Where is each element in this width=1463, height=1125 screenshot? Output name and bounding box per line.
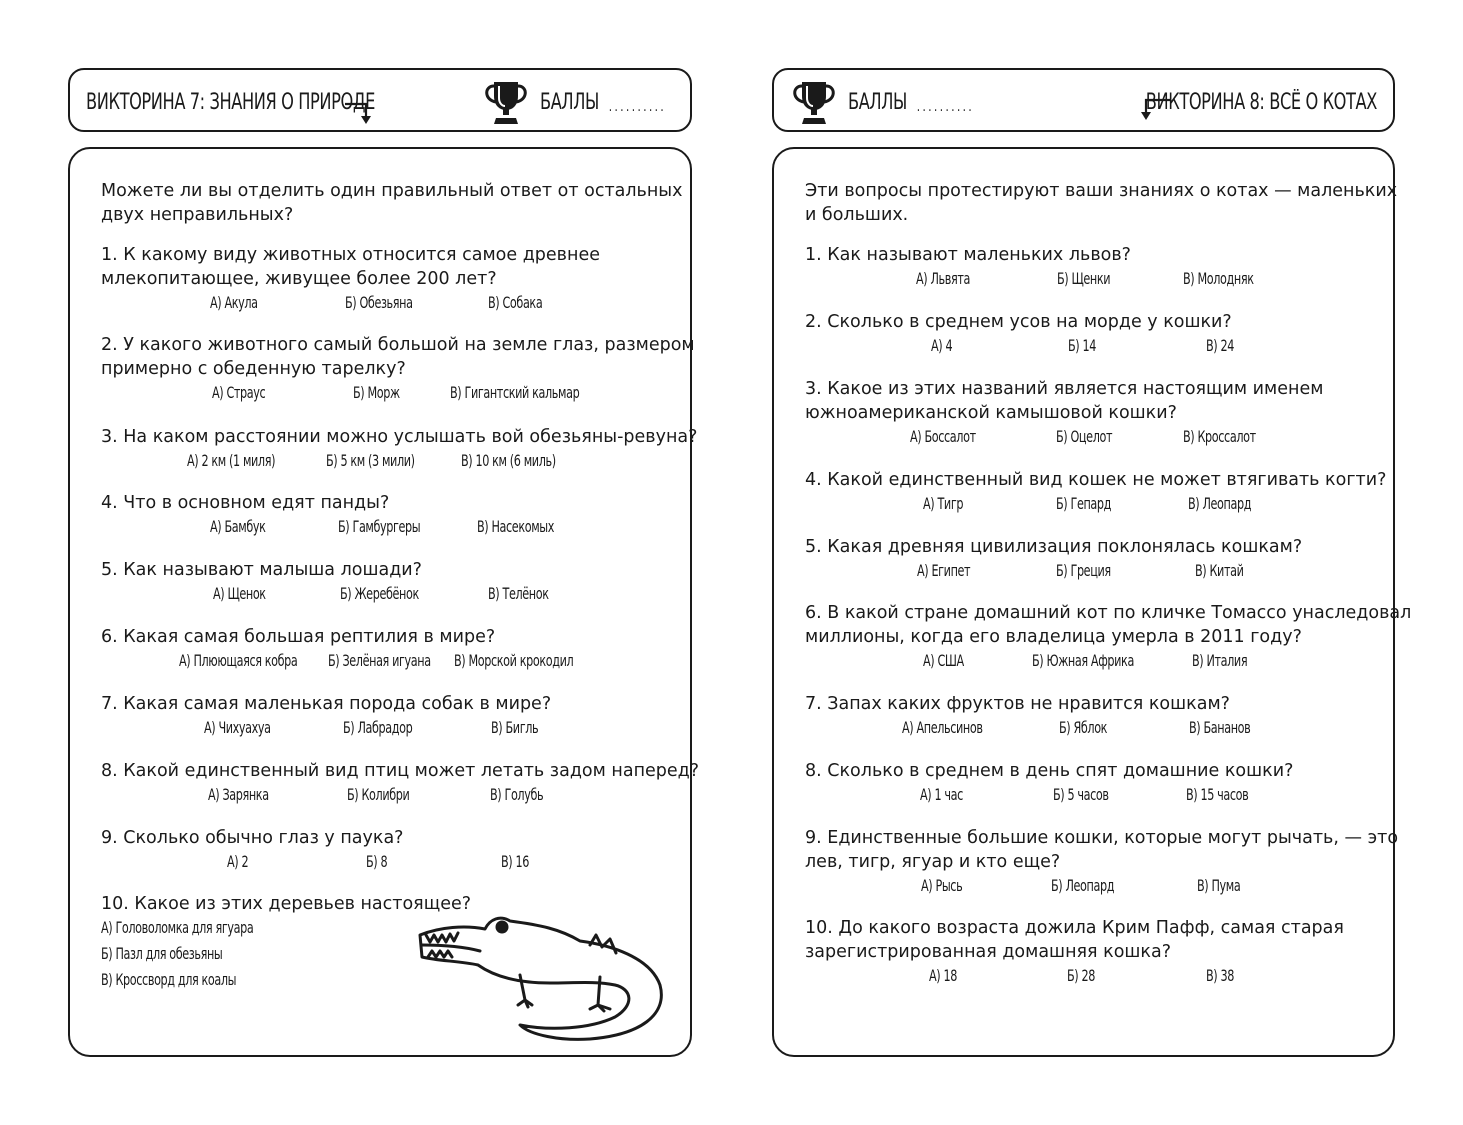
answer-option: В) Гигантский кальмар bbox=[450, 383, 580, 402]
answer-option: Б) Обезьяна bbox=[345, 293, 413, 312]
intro-text: Можете ли вы отделить один правильный ответ от остальных bbox=[101, 181, 683, 201]
answer-option: В) Насекомых bbox=[477, 517, 555, 536]
answer-option: А) Щенок bbox=[213, 584, 266, 603]
question-text: 7. Какая самая маленькая порода собак в мире? bbox=[101, 694, 552, 714]
answer-option: В) Италия bbox=[1192, 651, 1248, 670]
answer-option: А) 18 bbox=[929, 966, 957, 985]
question-text: примерно с обеденную тарелку? bbox=[101, 359, 406, 379]
answer-option: А) Плюющаяся кобра bbox=[179, 651, 298, 670]
answer-option: А) Львята bbox=[916, 269, 970, 288]
answer-option: В) Телёнок bbox=[488, 584, 549, 603]
answer-option: Б) Зелёная игуана bbox=[328, 651, 431, 670]
question-text: 5. Какая древняя цивилизация поклонялась кошкам? bbox=[805, 537, 1303, 557]
score-dots: .......... bbox=[916, 99, 975, 115]
answer-option: Б) Леопард bbox=[1051, 876, 1115, 895]
score-label: БАЛЛЫ bbox=[848, 90, 907, 115]
question-text: 2. У какого животного самый большой на земле глаз, размером bbox=[101, 335, 695, 355]
answer-option: Б) Оцелот bbox=[1056, 427, 1113, 446]
answer-option: А) Зарянка bbox=[208, 785, 269, 804]
answer-option: Б) Яблок bbox=[1059, 718, 1108, 737]
answer-option: А) Бамбук bbox=[210, 517, 266, 536]
answer-option: Б) 14 bbox=[1068, 336, 1096, 355]
answer-option: В) Бигль bbox=[491, 718, 539, 737]
answer-option: А) Египет bbox=[917, 561, 971, 580]
answer-option: А) Боссалот bbox=[910, 427, 976, 446]
answer-option: В) 10 км (6 миль) bbox=[461, 451, 556, 470]
quiz8-panel bbox=[772, 147, 1412, 1057]
answer-option: В) Леопард bbox=[1188, 494, 1252, 513]
quiz7-header bbox=[68, 68, 692, 132]
score-dots: .......... bbox=[608, 99, 667, 115]
answer-option: Б) Греция bbox=[1056, 561, 1111, 580]
answer-option: А) Апельсинов bbox=[902, 718, 983, 737]
question-text: южноамериканской камышовой кошки? bbox=[805, 403, 1177, 423]
question-text: 2. Сколько в среднем усов на морде у кошки? bbox=[805, 312, 1232, 332]
answer-option: В) 24 bbox=[1206, 336, 1234, 355]
question-text: 8. Какой единственный вид птиц может летать задом наперед? bbox=[101, 761, 700, 781]
answer-option: А) Рысь bbox=[921, 876, 963, 895]
answer-option: Б) Гамбургеры bbox=[338, 517, 421, 536]
answer-option: А) Акула bbox=[210, 293, 258, 312]
question-text: 8. Сколько в среднем в день спят домашние кошки? bbox=[805, 761, 1294, 781]
answer-option: Б) 5 часов bbox=[1053, 785, 1109, 804]
answer-option: А) США bbox=[923, 651, 964, 670]
intro-text: Эти вопросы протестируют ваши знаниях о котах — маленьких bbox=[805, 181, 1398, 201]
answer-option: Б) 8 bbox=[366, 852, 388, 871]
answer-option: А) 1 час bbox=[920, 785, 963, 804]
answer-option: Б) 5 км (3 мили) bbox=[326, 451, 415, 470]
question-text: 3. На каком расстоянии можно услышать вой обезьяны-ревуна? bbox=[101, 427, 698, 447]
answer-option: А) 4 bbox=[931, 336, 953, 355]
answer-option: В) Китай bbox=[1195, 561, 1244, 580]
answer-option: В) Собака bbox=[488, 293, 543, 312]
answer-option: В) Кроссворд для коалы bbox=[101, 970, 237, 989]
answer-option: А) Тигр bbox=[923, 494, 964, 513]
answer-option: А) Страус bbox=[212, 383, 266, 402]
intro-text: и больших. bbox=[805, 205, 909, 225]
crocodile-icon bbox=[410, 905, 670, 1045]
arrow-down-right-icon bbox=[344, 96, 374, 126]
answer-option: Б) Гепард bbox=[1056, 494, 1112, 513]
question-text: 6. В какой стране домашний кот по кличке Томассо унаследовал bbox=[805, 603, 1412, 623]
answer-option: В) Кроссалот bbox=[1183, 427, 1256, 446]
question-text: 1. К какому виду животных относится самое древнее bbox=[101, 245, 600, 265]
answer-option: Б) Морж bbox=[353, 383, 400, 402]
trophy-icon bbox=[788, 78, 840, 126]
quiz8-header bbox=[772, 68, 1395, 132]
answer-option: Б) Жеребёнок bbox=[340, 584, 419, 603]
question-text: 10. До какого возраста дожила Крим Пафф, самая старая bbox=[805, 918, 1344, 938]
quiz7-score bbox=[540, 90, 666, 115]
answer-option: А) Чихуахуа bbox=[204, 718, 271, 737]
answer-option: В) 38 bbox=[1206, 966, 1234, 985]
answer-option: В) Голубь bbox=[490, 785, 544, 804]
answer-option: Б) Пазл для обезьяны bbox=[101, 944, 223, 963]
answer-option: А) 2 bbox=[227, 852, 249, 871]
trophy-icon bbox=[480, 78, 532, 126]
answer-option: А) 2 км (1 миля) bbox=[187, 451, 276, 470]
answer-option: В) 15 часов bbox=[1186, 785, 1249, 804]
answer-option: Б) Лабрадор bbox=[343, 718, 413, 737]
answer-option: В) Бананов bbox=[1189, 718, 1251, 737]
quiz8-score bbox=[848, 90, 974, 115]
answer-option: Б) 28 bbox=[1067, 966, 1095, 985]
question-text: 7. Запах каких фруктов не нравится кошкам? bbox=[805, 694, 1230, 714]
answer-option: Б) Щенки bbox=[1057, 269, 1111, 288]
question-text: 9. Сколько обычно глаз у паука? bbox=[101, 828, 404, 848]
question-text: 9. Единственные большие кошки, которые могут рычать, — это bbox=[805, 828, 1399, 848]
question-text: 1. Как называют маленьких львов? bbox=[805, 245, 1131, 265]
question-text: 10. Какое из этих деревьев настоящее? bbox=[101, 894, 472, 914]
question-text: 3. Какое из этих названий является настоящим именем bbox=[805, 379, 1324, 399]
question-text: млекопитающее, живущее более 200 лет? bbox=[101, 269, 497, 289]
answer-option: В) Молодняк bbox=[1183, 269, 1254, 288]
question-text: 4. Что в основном едят панды? bbox=[101, 493, 390, 513]
intro-text: двух неправильных? bbox=[101, 205, 294, 225]
quiz7-title: ВИКТОРИНА 7: ЗНАНИЯ О ПРИРОДЕ bbox=[86, 90, 375, 115]
quiz8-title: ВИКТОРИНА 8: ВСЁ О КОТАХ bbox=[1145, 90, 1377, 115]
answer-option: В) Морской крокодил bbox=[454, 651, 574, 670]
question-text: лев, тигр, ягуар и кто еще? bbox=[805, 852, 1061, 872]
question-text: миллионы, когда его владелица умерла в 2011 году? bbox=[805, 627, 1302, 647]
quiz7-panel bbox=[68, 147, 700, 1057]
question-text: 5. Как называют малыша лошади? bbox=[101, 560, 422, 580]
answer-option: А) Головоломка для ягуара bbox=[101, 918, 254, 937]
answer-option: Б) Колибри bbox=[347, 785, 410, 804]
answer-option: В) Пума bbox=[1197, 876, 1241, 895]
question-text: зарегистрированная домашняя кошка? bbox=[805, 942, 1171, 962]
score-label: БАЛЛЫ bbox=[540, 90, 599, 115]
answer-option: В) 16 bbox=[501, 852, 529, 871]
question-text: 4. Какой единственный вид кошек не может втягивать когти? bbox=[805, 470, 1387, 490]
answer-option: Б) Южная Африка bbox=[1032, 651, 1134, 670]
question-text: 6. Какая самая большая рептилия в мире? bbox=[101, 627, 496, 647]
